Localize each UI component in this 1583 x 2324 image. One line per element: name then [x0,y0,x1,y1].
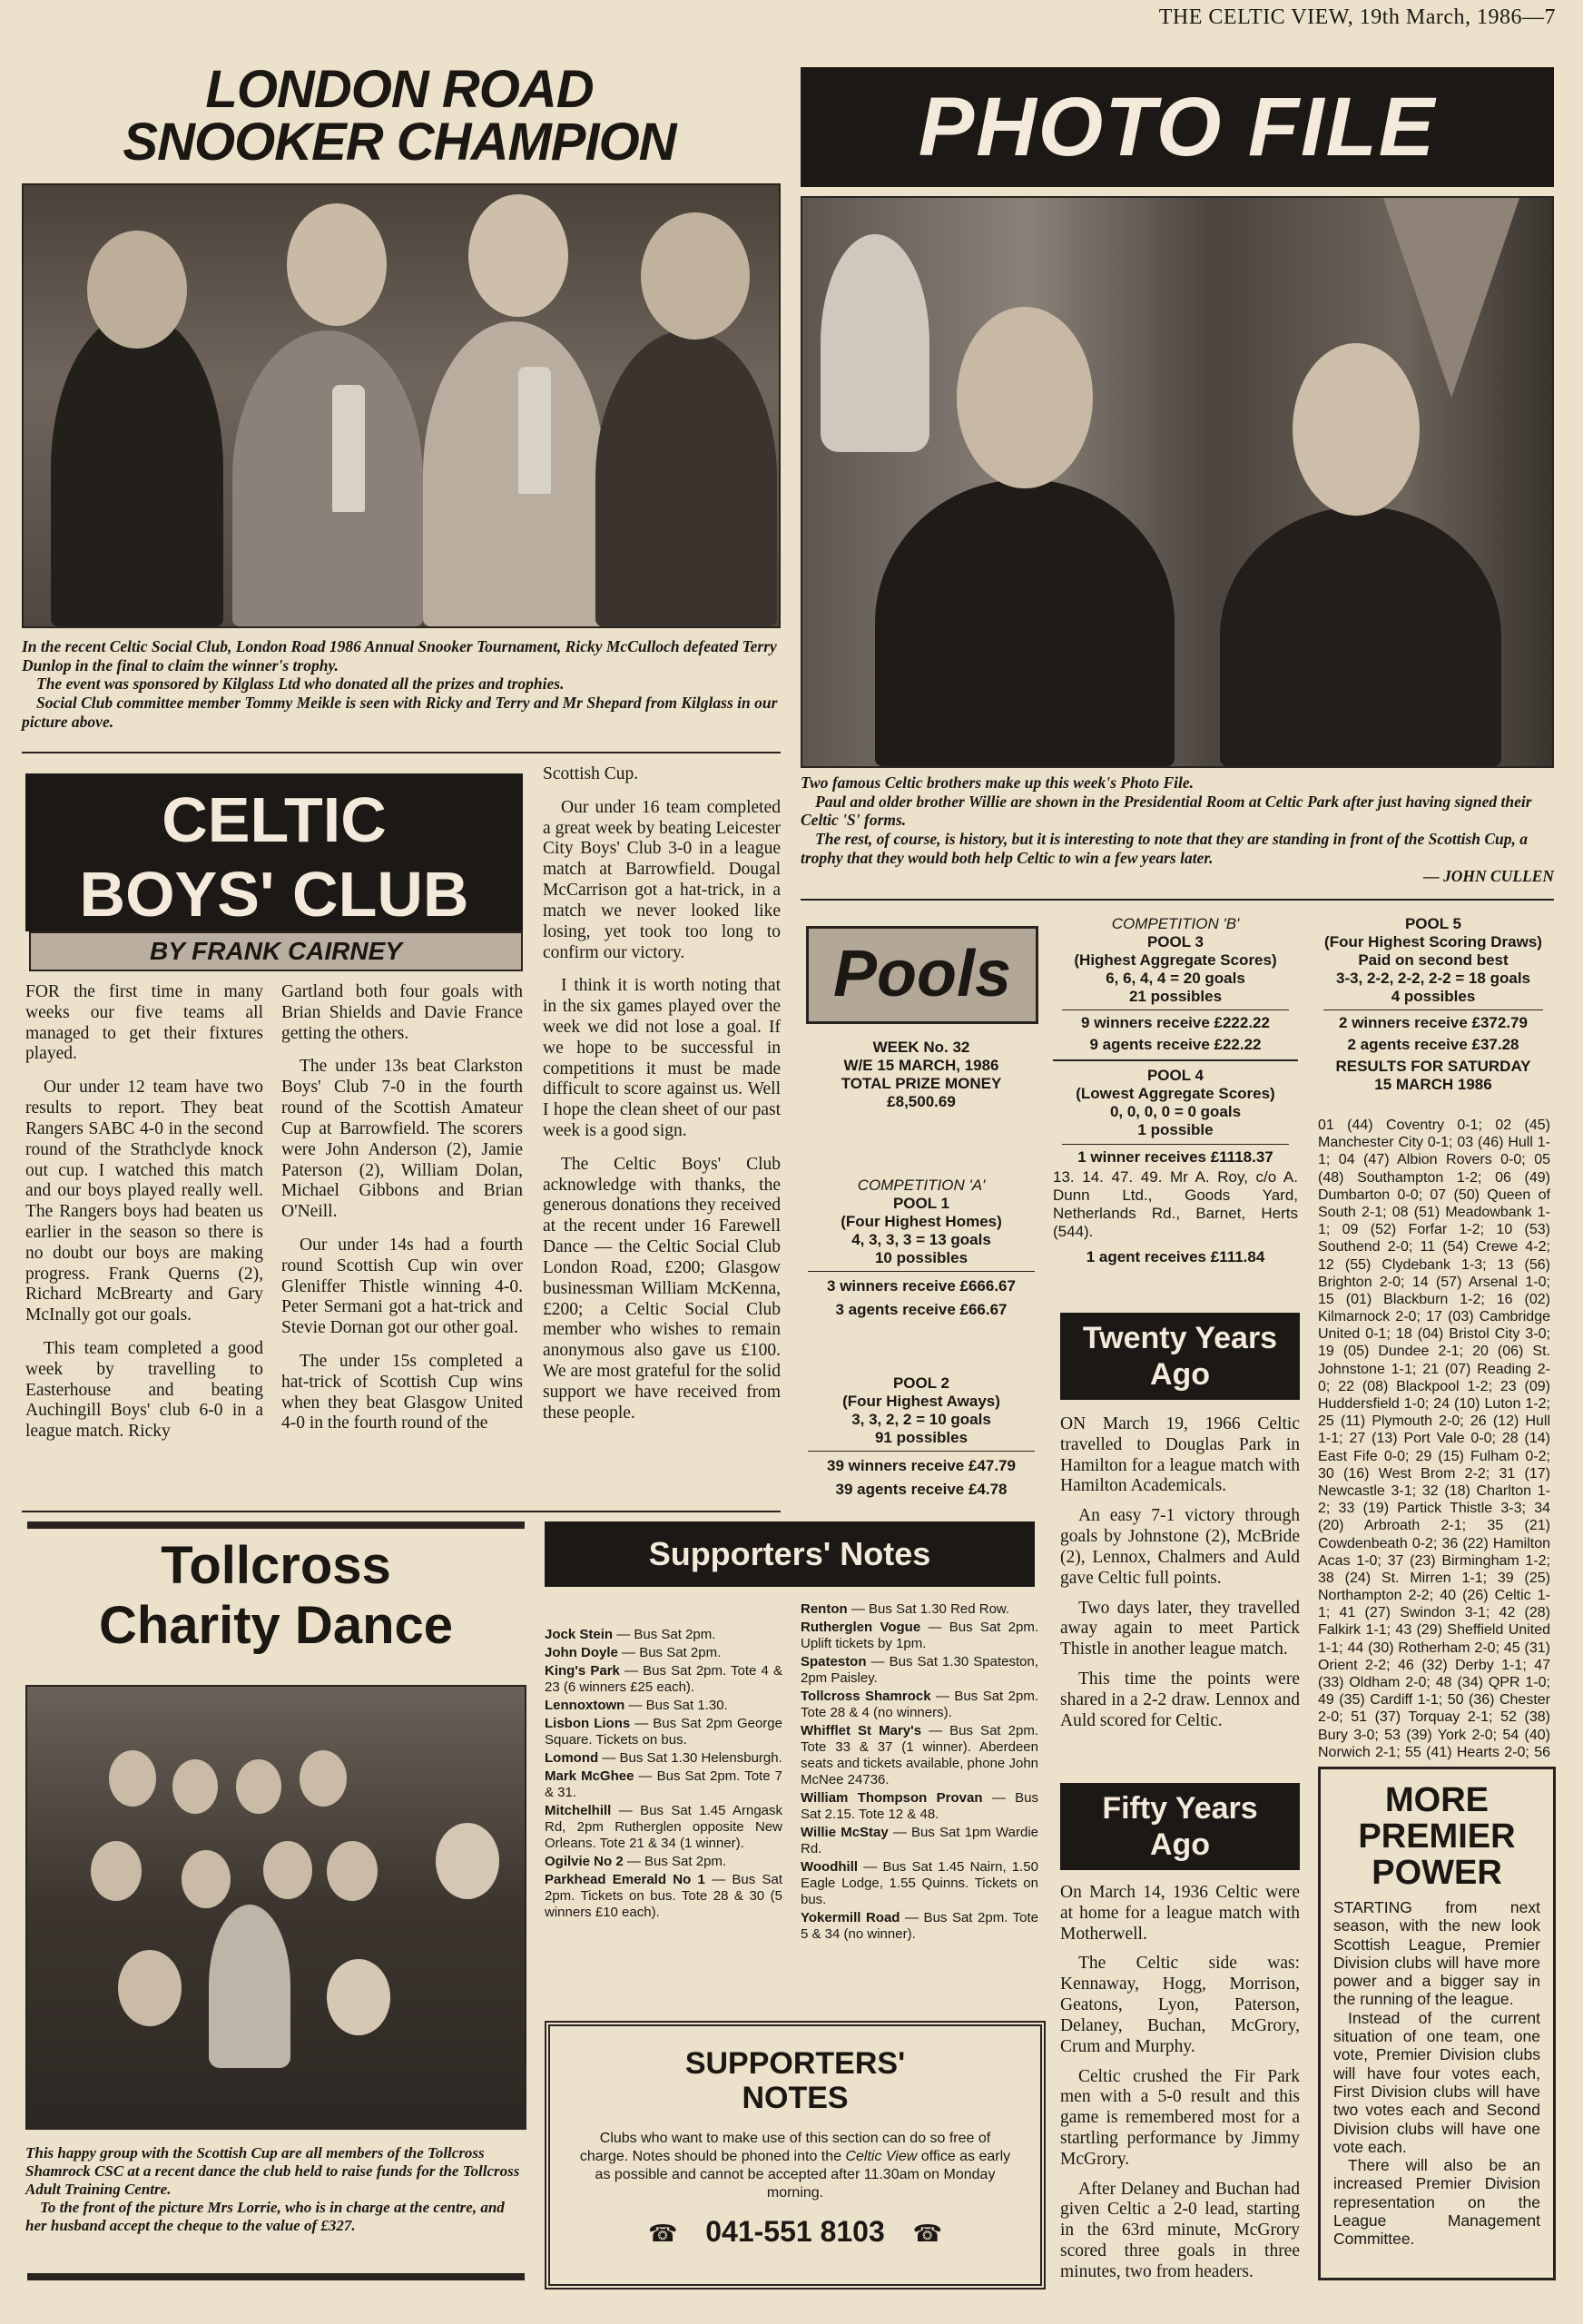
pools-total: £8,500.69 [887,1093,956,1111]
photo-face [91,1841,142,1901]
club-note [801,1723,1038,1788]
twenty-years-paragraph: Two days later, they travelled away again to meet Partick Thistle in another league match. [1060,1598,1300,1659]
fifty-years-paragraph: The Celtic side was: Kennaway, Hogg, Morrison, Geatons, Lyon, Paterson, Delaney, Buchan, McGrory, Crum and Murphy. [1060,1954,1300,2056]
pool5-winners: 2 winners receive £372.79 [1339,1014,1528,1032]
club-details: — Bus Sat 1.30 Spateston, 2pm Paisley. [801,1654,1038,1686]
boys-club-paragraph: Gartland both four goals with Brian Shields and Davie France getting the others. [281,982,523,1043]
photo-file-title: PHOTO FILE [918,81,1437,173]
photo-face [109,1750,156,1807]
club-note [801,1825,1038,1857]
pool4-note: 13. 14. 47. 49. Mr A. Roy, c/o A. Dunn Ltd., Goods Yard, Netherlands Rd., Barnet, Herts (544). [1053,1167,1298,1240]
pool2-line: 91 possibles [874,1429,968,1447]
masthead: THE CELTIC VIEW, 19th March, 1986—7 [1158,5,1556,29]
club-details: — Bus Sat 2pm. Tickets on bus. Tote 28 & 30 (5 winners £10 each). [545,1872,782,1920]
pools-week: WEEK No. 32 [872,1039,970,1056]
premier-paragraph: STARTING from next season, with the new look Scottish League, Premier Division clubs will have more power and a bigger say in the running of the league. [1333,1898,1540,2009]
divider [1062,1009,1289,1010]
snooker-headline-line2: SNOOKER CHAMPION [123,113,676,172]
snooker-headline [18,60,781,172]
club-note [801,1790,1038,1823]
boys-club-paragraph: This team completed a good week by travelling to Easterhouse and beating Auchingill Boys' club 6-0 in a league match. Ricky [25,1339,263,1442]
twenty-years-title-line1: Twenty Years [1082,1321,1278,1355]
photo-face [1293,343,1420,516]
club-note [545,1854,782,1870]
boys-club-paragraph: Scottish Cup. [543,764,639,783]
club-name: Yokermill Road [801,1910,900,1925]
club-note [801,1601,1038,1618]
pool3-line: 6, 6, 4, 4 = 20 goals [1106,970,1245,988]
club-name: Mark McGhee [545,1768,634,1784]
pool5-line: 3-3, 2-2, 2-2, 2-2 = 18 goals [1335,970,1531,988]
boys-club-byline: BY FRANK CAIRNEY [29,931,523,971]
photo-face [641,212,750,340]
snooker-photo [22,183,781,628]
fifty-years-paragraph: After Delaney and Buchan had given Celtic a 2-0 lead, starting in the 63rd minute, McGrory scored three goals in three minutes, two from headers. [1060,2179,1300,2281]
supporters-phone [550,2215,1040,2249]
pool1-line: POOL 1 [892,1195,950,1213]
club-details: — Bus Sat 1.30 Red Row. [847,1601,1010,1617]
fifty-years-title-line2: Ago [1149,1827,1211,1862]
competition-b-label: COMPETITION 'B' [1111,915,1240,932]
club-name: Whifflet St Mary's [801,1723,922,1738]
tollcross-title-line2: Charity Dance [98,1596,454,1655]
club-name: Woodhill [801,1859,859,1875]
club-note [545,1750,782,1767]
club-note [545,1645,782,1661]
photo-file-caption-p2: Paul and older brother Willie are shown in the Presidential Room at Celtic Park after just having signed their Celtic 'S' forms. [801,792,1532,830]
pool3-line: 21 possibles [1128,988,1223,1006]
photo-face [263,1841,312,1899]
club-note [545,1872,782,1921]
club-name: Parkhead Emerald No 1 [545,1872,705,1887]
photo-file-photo [801,196,1554,768]
boys-club-paragraph: FOR the first time in many weeks our five teams all managed to get their fixtures played. [25,982,263,1064]
club-note [545,1768,782,1801]
boys-club-paragraph: Our under 12 team have two results to report. They beat Rangers SABC 4-0 in the second round of the Strathclyde knock out cup. I watched this match and our boys played really well. The Rangers boys had beaten us earlier in the season so there is no doubt our boys are making progress. Frank Querns (2), Richard McBrearty and Gary McInally got our goals. [25,1078,263,1325]
pool3-line: (Highest Aggregate Scores) [1074,951,1277,970]
photo-face [236,1759,281,1814]
photo-file-banner [801,67,1554,187]
club-name: Mitchelhill [545,1803,612,1818]
premier-paragraph: Instead of the current situation of one team, one vote, Premier Division clubs will have four votes each, First Division clubs will have two votes each and Second Division clubs will have one vote each. [1333,2008,1540,2156]
pools-total-label: TOTAL PRIZE MONEY [841,1075,1002,1093]
club-details: — Bus Sat 2pm. Uplift tickets by 1pm. [801,1620,1038,1651]
photo-figure [875,479,1175,766]
pools-competition-a [799,1177,1044,1319]
tollcross-title-line1: Tollcross [161,1536,391,1595]
snooker-caption-p3: Social Club committee member Tommy Meikle is seen with Ricky and Terry and Mr Shepard from Kilglass in our picture above. [22,693,778,731]
photo-face [957,307,1093,488]
club-name: Rutherglen Vogue [801,1620,921,1635]
boys-club-title-line1: CELTIC [162,784,387,855]
club-name: Lennoxtown [545,1698,625,1713]
competition-a-label: COMPETITION 'A' [857,1177,986,1194]
club-details: — Bus Sat 1pm Wardie Rd. [801,1825,1038,1856]
pennant [1383,198,1519,398]
boys-club-col3 [543,764,781,1436]
pool5-line: 4 possibles [1391,988,1476,1006]
premier-power-title [1321,1782,1553,1891]
photo-face [172,1759,218,1814]
photo-file-caption-p1: Two famous Celtic brothers make up this week's Photo File. [801,773,1194,792]
pool4-line: POOL 4 [1146,1067,1204,1085]
photo-face [468,194,568,317]
photo-face [182,1850,231,1908]
divider [27,1521,525,1529]
club-name: Lisbon Lions [545,1716,631,1731]
club-note [801,1910,1038,1943]
boys-club-paragraph: Our under 16 team completed a great week by beating Leicester City Boys' Club 3-0 in a league match at Barrowfield. Dougal McCarrison got a hat-trick, in a match we never looked like losing, yet took too long to confirm our victory. [543,797,781,962]
pool5-line: POOL 5 [1404,915,1462,932]
club-details: — Bus Sat 2pm. Tote 28 & 4 (no winners). [801,1689,1038,1720]
photo-figure [232,330,423,626]
trophy-icon [332,385,365,512]
supporters-notes-title: Supporters' Notes [648,1535,931,1572]
snooker-caption [22,637,781,731]
supporters-info-text [550,2115,1040,2202]
supporters-info-box [545,2021,1046,2290]
club-note [545,1627,782,1643]
pool1-line: (Four Highest Homes) [841,1213,1002,1231]
photo-face [300,1750,347,1807]
scottish-cup-trophy [209,1905,290,2068]
photo-figure [423,321,605,626]
club-details: — Bus Sat 1.45 Nairn, 1.50 Eagle Lodge, 1.55 Quinns. Tickets on bus. [801,1859,1038,1907]
twenty-years-text [1060,1414,1300,1740]
info-text-italic: Celtic View [845,2149,918,2164]
premier-paragraph: There will also be an increased Premier Division representation on the League Management Committee. [1333,2156,1540,2249]
divider [1053,1059,1298,1061]
pool1-winners: 3 winners receive £666.67 [827,1277,1016,1295]
phone-number: 041-551 8103 [705,2215,885,2248]
divider [22,752,781,753]
pool1-line: 10 possibles [874,1249,968,1267]
photo-file-caption-p3: The rest, of course, is history, but it is interesting to note that they are standing in front of the Scottish Cup, a trophy that they would both help Celtic to win a few years later. [801,829,1529,867]
fifty-years-banner [1060,1783,1300,1870]
photo-face [118,1950,182,2026]
club-name: John Doyle [545,1645,618,1660]
club-note [801,1654,1038,1687]
supporters-notes-col1 [545,1627,782,1923]
club-name: Spateston [801,1654,867,1669]
scottish-cup-trophy [821,234,929,452]
pool2-line: POOL 2 [892,1374,950,1392]
tollcross-photo [25,1685,526,2130]
pool2-winners: 39 winners receive £47.79 [827,1457,1016,1475]
club-details: — Bus Sat 2pm. Tote 7 & 31. [545,1768,783,1800]
photo-face [327,1841,378,1901]
tollcross-caption-p1: This happy group with the Scottish Cup are all members of the Tollcross Shamrock CSC at a recent dance the club held to raise funds for the Tollcross Adult Training Centre. [25,2144,520,2199]
pools-logo: Pools [806,926,1038,1024]
pool4-line: (Lowest Aggregate Scores) [1076,1085,1275,1103]
photo-file-caption [801,773,1554,886]
pool4-agent: 1 agent receives £111.84 [1086,1247,1265,1265]
divider [27,2273,525,2280]
info-text-pre: Clubs who want to make use of this section can do so free of charge. Notes should be phoned into the [579,2131,991,2164]
club-details: — Bus Sat 2pm. Tote 4 & 23 (6 winners £25 each). [545,1663,782,1695]
boys-club-banner [25,773,523,931]
club-note [545,1803,782,1852]
pool5-line: Paid on second best [1358,951,1509,970]
divider [801,899,1554,901]
photo-file-byline: — JOHN CULLEN [1423,867,1554,886]
pool4-winner: 1 winner receives £1118.37 [1077,1147,1273,1166]
pool3-winners: 9 winners receive £222.22 [1081,1014,1270,1032]
club-name: Renton [801,1601,848,1617]
club-name: Willie McStay [801,1825,889,1840]
supporters-info-title [550,2046,1040,2115]
club-note [545,1716,782,1748]
club-note [545,1663,782,1696]
tollcross-caption-p2: To the front of the picture Mrs Lorrie, who is in charge at the centre, and her husband accept the cheque to the value of £327. [25,2199,505,2235]
pool2-line: 3, 3, 2, 2 = 10 goals [851,1411,991,1429]
premier-title-line3: POWER [1372,1854,1502,1892]
pool2-agents: 39 agents receive £4.78 [835,1481,1008,1499]
snooker-caption-p2: The event was sponsored by Kilglass Ltd who donated all the prizes and trophies. [36,675,565,694]
boys-club-title-line2: BOYS' CLUB [79,859,469,930]
results-title: RESULTS FOR SATURDAY [1335,1058,1531,1076]
tollcross-headline [27,1536,525,1656]
photo-face [436,1823,499,1899]
supporters-info-title-line2: NOTES [742,2081,849,2115]
pool4-line: 0, 0, 0, 0 = 0 goals [1109,1103,1242,1121]
club-name: Jock Stein [545,1627,614,1642]
pool1-agents: 3 agents receive £66.67 [835,1301,1008,1319]
pools-pool2 [799,1374,1044,1499]
divider [808,1451,1035,1452]
supporters-notes-col2 [801,1601,1038,1945]
boys-club-paragraph: The under 15s completed a hat-trick of Scottish Cup wins when they beat Glasgow United 4-0 in the fourth round of the [281,1352,523,1433]
pool5-agents: 2 agents receive £37.28 [1347,1036,1519,1054]
pool5-line: (Four Highest Scoring Draws) [1324,933,1542,951]
boys-club-col2 [281,982,523,1447]
club-name: William Thompson Provan [801,1790,983,1806]
info-text-post: office as early as possible and cannot be accepted after 11.30am on Monday morning. [595,2149,1011,2201]
boys-club-paragraph: The Celtic Boys' Club acknowledge with thanks, the generous donations they received at the recent under 16 Farewell Dance — the Celtic Social Club London Road, £200; Glasgow businessman William McKenna, £200; a Celtic Social Club member who wishes to remain anonymous also gave us £100. We are most grateful for the solid support we have received from these people. [543,1154,781,1423]
snooker-caption-p1: In the recent Celtic Social Club, London Road 1986 Annual Snooker Tournament, Ricky McCulloch defeated Terry Dunlop in the final to claim the winner's trophy. [22,637,777,675]
twenty-years-title-line2: Ago [1149,1357,1211,1392]
pool1-line: 4, 3, 3, 3 = 13 goals [851,1231,991,1249]
club-details: — Bus Sat 1.45 Arngask Rd, 2pm Rutherglen opposite New Orleans. Tote 21 & 34 (1 winner). [545,1803,782,1851]
fifty-years-title-line1: Fifty Years [1102,1791,1258,1826]
club-details: — Bus Sat 1.30. [624,1698,728,1713]
fifty-years-paragraph: On March 14, 1936 Celtic were at home for a league match with Motherwell. [1060,1883,1300,1944]
photo-figure [595,330,777,626]
club-details: — Bus Sat 2pm. [617,1645,722,1660]
club-details: — Bus Sat 2pm George Square. Tickets on bus. [545,1716,782,1748]
premier-power-text [1321,1891,1553,2249]
results-date: 15 MARCH 1986 [1374,1076,1492,1094]
club-details: — Bus Sat 2pm. Tote 33 & 37 (1 winner). Aberdeen seats and tickets available, phone John McNee 24736. [801,1723,1038,1787]
divider [1323,1009,1543,1010]
fifty-years-text [1060,1883,1300,2292]
fifty-years-paragraph: Celtic crushed the Fir Park men with a 5-0 result and this game is remembered most for a startling performance by Jimmy McGrory. [1060,2066,1300,2169]
trophy-icon [518,367,551,494]
premier-title-line1: MORE [1385,1781,1489,1819]
supporters-info-title-line1: SUPPORTERS' [684,2046,906,2081]
club-details: — Bus Sat 1.30 Helensburgh. [598,1750,782,1766]
photo-face [327,1959,390,2035]
club-name: King's Park [545,1663,620,1679]
premier-title-line2: PREMIER [1358,1817,1516,1856]
twenty-years-paragraph: ON March 19, 1966 Celtic travelled to Douglas Park in Hamilton for a league match with Hamilton Academicals. [1060,1414,1300,1496]
pool4-line: 1 possible [1137,1121,1214,1139]
twenty-years-paragraph: This time the points were shared in a 2-2 draw. Lennox and Auld scored for Celtic. [1060,1669,1300,1730]
photo-figure [51,312,223,626]
boys-club-paragraph: I think it is worth noting that in the six games played over the week we did not lose a goal. If we hope to be successful in competitions it must be made difficult to score against us. Well I hope the clean sheet of our past week is a good sign. [543,976,781,1140]
club-note [801,1620,1038,1652]
club-details: — Bus Sat 2pm. [623,1854,727,1869]
photo-face [87,231,187,349]
club-name: Tollcross Shamrock [801,1689,931,1704]
results-list: 01 (44) Coventry 0-1; 02 (45) Manchester City 0-1; 03 (46) Hull 1-1; 04 (47) Albion Rovers 0-0; 05 (48) Southampton 1-2; 06 (49) Dumbarton 0-0; 07 (50) Queen of South 2-1; 08 (51) Meadowbank 1-1; 09 (52) Forfar 1-2; 10 (53) Southend 2-0; 11 (54) Crewe 4-2; 12 (55) Clydebank 1-3; 13 (56) Brighton 2-0; 14 (57) Arsenal 1-0; 15 (01) Blackburn 1-2; 16 (02) Kilmarnock 2-0; 17 (03) Cambridge United 0-1; 18 (04) Bristol City 3-0; 19 (05) Dundee 2-1; 20 (06) St. Johnstone 1-1; 21 (07) Reading 2-0; 22 (08) Blackpool 1-2; 23 (09) Huddersfield 1-0; 24 (10) Luton 1-2; 25 (11) Plymouth 2-0; 26 (12) Hull 1-1; 27 (13) Port Vale 0-0; 28 (14) East Fife 0-0; 29 (15) Fulham 0-2; 30 (16) West Brom 2-2; 31 (17) Newcastle 3-1; 32 (18) Charlton 1-2; 33 (19) Partick Thistle 3-3; 34 (20) Arbroath 2-1; 35 (21) Cowdenbeath 0-2; 36 (22) Hamilton Acas 1-0; 37 (23) Birmingham 1-2; 38 (24) St. Mirren 1-1; 39 (25) Northampton 2-2; 40 (26) Celtic 1-1; 41 (27) Swindon 3-1; 42 (28) Falkirk 1-1; 43 (29) Sheffield United 1-1; 44 (30) Rotherham 2-0; 45 (31) Orient 2-2; 46 (32) Derby 1-1; 47 (33) Oldham 2-0; 48 (34) QPR 1-0; 49 (35) Cardiff 1-1; 50 (36) Chester 2-0; 51 (37) Torquay 2-1; 52 (38) Bury 3-0; 53 (39) York 2-0; 54 (40) Norwich 2-1; 55 (41) Hearts 2-0; 56 [1318,1118,1550,1760]
pool2-line: (Four Highest Aways) [842,1393,1000,1411]
boys-club-paragraph: Our under 14s had a fourth round Scottish Cup win over Gleniffer Thistle winning 4-0. Peter Sermani got a hat-trick and Stevie Dornan got our other goal. [281,1235,523,1338]
twenty-years-paragraph: An easy 7-1 victory through goals by Johnstone (2), McBride (2), Lennox, Chalmers and Auld gave Celtic full points. [1060,1506,1300,1588]
divider [808,1271,1035,1272]
pool3-agents: 9 agents receive £22.22 [1089,1036,1262,1054]
club-note [801,1859,1038,1908]
supporters-notes-banner [545,1521,1035,1587]
pool3-line: POOL 3 [1146,933,1204,951]
photo-figure [1220,507,1501,766]
photo-face [287,203,387,326]
tollcross-caption [25,2144,525,2235]
pools-pool5 [1314,915,1552,1094]
twenty-years-banner [1060,1313,1300,1400]
divider [22,1511,781,1512]
club-note [801,1689,1038,1721]
pools-competition-b [1053,915,1298,1266]
snooker-headline-line1: LONDON ROAD [205,60,594,119]
club-details: — Bus Sat 2pm. Tote 5 & 34 (no winner). [801,1910,1038,1942]
pools-week-ending: W/E 15 MARCH, 1986 [843,1057,999,1075]
boys-club-col1 [25,982,263,1455]
club-note [545,1698,782,1714]
club-name: Lomond [545,1750,599,1766]
club-name: Ogilvie No 2 [545,1854,624,1869]
telephone-icon: ☎ [647,2220,678,2247]
pools-week-info [799,1039,1044,1111]
club-details: — Bus Sat 2.15. Tote 12 & 48. [801,1790,1038,1822]
club-details: — Bus Sat 2pm. [613,1627,716,1642]
telephone-icon: ☎ [912,2220,943,2247]
boys-club-paragraph: The under 13s beat Clarkston Boys' Club 7-0 in the fourth round of the Scottish Amateur Cup at Barrowfield. The scorers were John Anderson (2), Jamie Paterson (2), William Dolan, Michael Gibbons and Brian O'Neill. [281,1057,523,1222]
premier-power-box [1318,1767,1556,2280]
divider [1062,1144,1289,1145]
